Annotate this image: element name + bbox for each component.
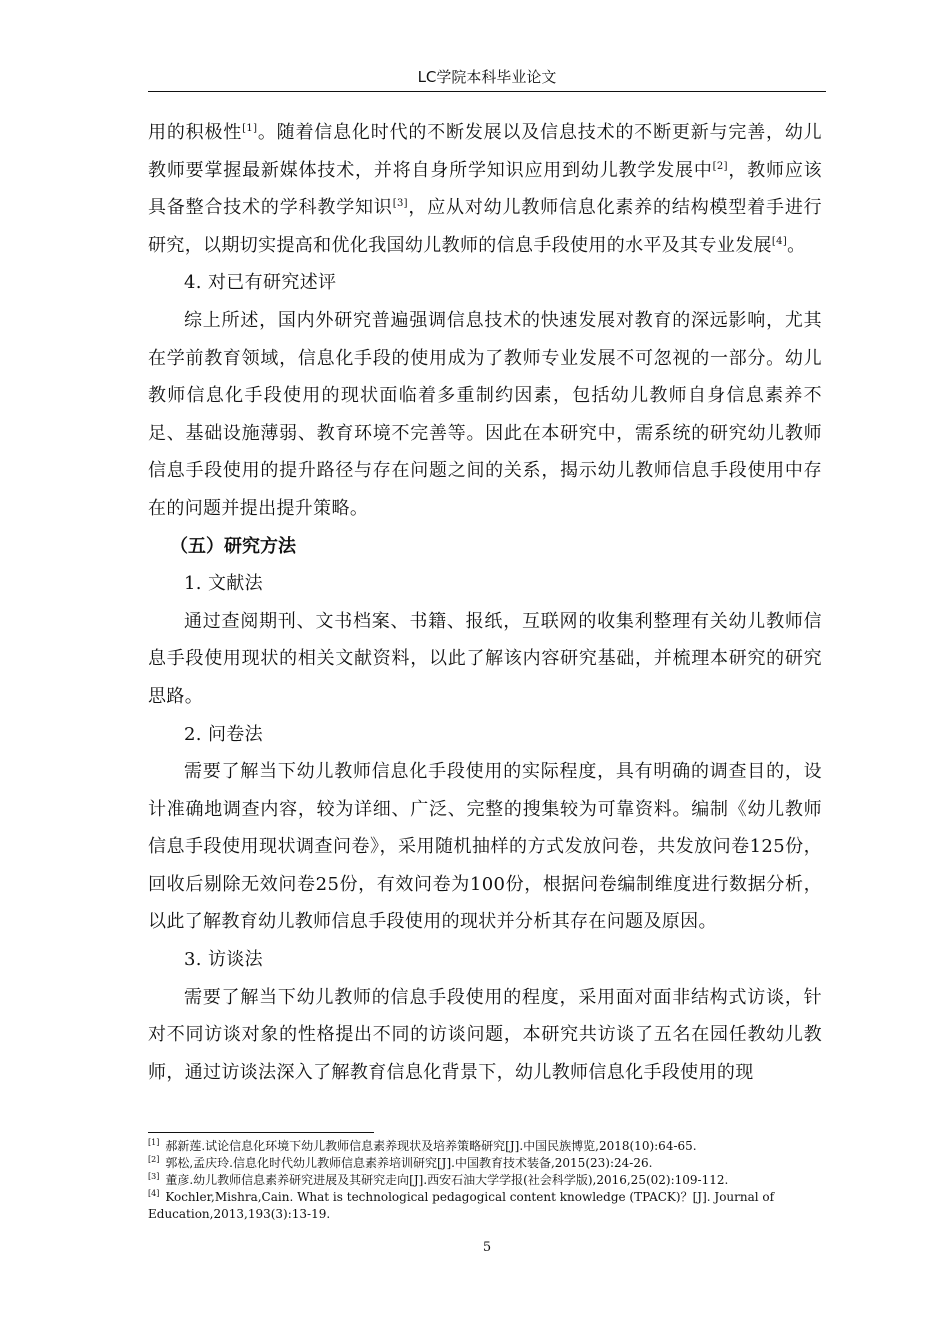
body-text [148,114,822,1091]
method-text-literature: 通过查阅期刊、文书档案、书籍、报纸，互联网的收集利整理有关幼儿教师信息手段使用现状的相关文献资料，以此了解该内容研究基础，并梳理本研究的研究思路。 [148,610,822,707]
footnotes [148,1138,826,1223]
footnote-4: [4] Kochler,Mishra,Cain. What is technological pedagogical content knowledge (TPACK)？[J]. Journal of Education,2013,193(3):13-19. [148,1189,775,1221]
citation-ref-2[interactable]: [2] [712,160,728,172]
method-title-interview: 3. 访谈法 [184,949,263,971]
citation-ref-1[interactable]: [1] [242,123,258,134]
page-number: 5 [482,1240,492,1255]
footnote-1: [1] 郝新莲.试论信息化环境下幼儿教师信息素养现状及培养策略研究[J].中国民族博览,2018(10):64-65. [148,1138,697,1153]
section-heading-review: 4. 对已有研究述评 [184,272,337,294]
citation-ref-4[interactable]: [4] [771,235,788,247]
header-divider [148,91,826,92]
footnote-3: [3] 董彦.幼儿教师信息素养研究进展及其研究走向[J].西安石油大学学报(社会科学版),2016,25(02):109-112. [148,1172,729,1187]
method-title-literature: 1. 文献法 [184,573,263,595]
footnote-2: [2] 郭松,孟庆玲.信息化时代幼儿教师信息素养培训研究[J].中国教育技术装备,2015(23):24-26. [148,1155,653,1170]
paragraph-literature-review-end: 用的积极性[1]。随着信息化时代的不断发展以及信息技术的不断更新与完善，幼儿教师要掌握最新媒体技术，并将自身所学知识应用到幼儿教学发展中[2]，教师应该具备整合技术的学科教学知识[3]，应从对幼儿教师信息化素养的结构模型着手进行研究，以期切实提高和优化我国幼儿教师的信息手段使用的水平及其专业发展[4]。 [148,122,823,256]
section-heading-methods: （五）研究方法 [170,535,296,557]
method-title-questionnaire: 2. 问卷法 [184,723,263,745]
page-header: LC学院本科毕业论文 [417,68,557,86]
method-text-interview: 需要了解当下幼儿教师的信息手段使用的程度，采用面对面非结构式访谈，针对不同访谈对象的性格提出不同的访谈问题，本研究共访谈了五名在园任教幼儿教师，通过访谈法深入了解教育信息化背景下，幼儿教师信息化手段使用的现 [148,986,822,1083]
citation-ref-3[interactable]: [3] [392,198,408,210]
method-text-questionnaire: 需要了解当下幼儿教师信息化手段使用的实际程度，具有明确的调查目的，设计准确地调查内容，较为详细、广泛、完整的搜集较为可靠资料。编制《幼儿教师信息手段使用现状调查问卷》，采用随机抽样的方式发放问卷，共发放问卷125份，回收后剔除无效问卷25份，有效问卷为100份，根据问卷编制维度进行数据分析，以此了解教育幼儿教师信息手段使用的现状并分析其存在问题及原因。 [148,761,822,933]
paragraph-review: 综上所述，国内外研究普遍强调信息技术的快速发展对教育的深远影响，尤其在学前教育领域，信息化手段的使用成为了教师专业发展不可忽视的一部分。幼儿教师信息化手段使用的现状面临着多重制约因素，包括幼儿教师自身信息素养不足、基础设施薄弱、教育环境不完善等。因此在本研究中，需系统的研究幼儿教师信息手段使用的提升路径与存在问题之间的关系，揭示幼儿教师信息手段使用中存在的问题并提出提升策略。 [148,309,822,519]
footnote-divider [148,1132,374,1133]
